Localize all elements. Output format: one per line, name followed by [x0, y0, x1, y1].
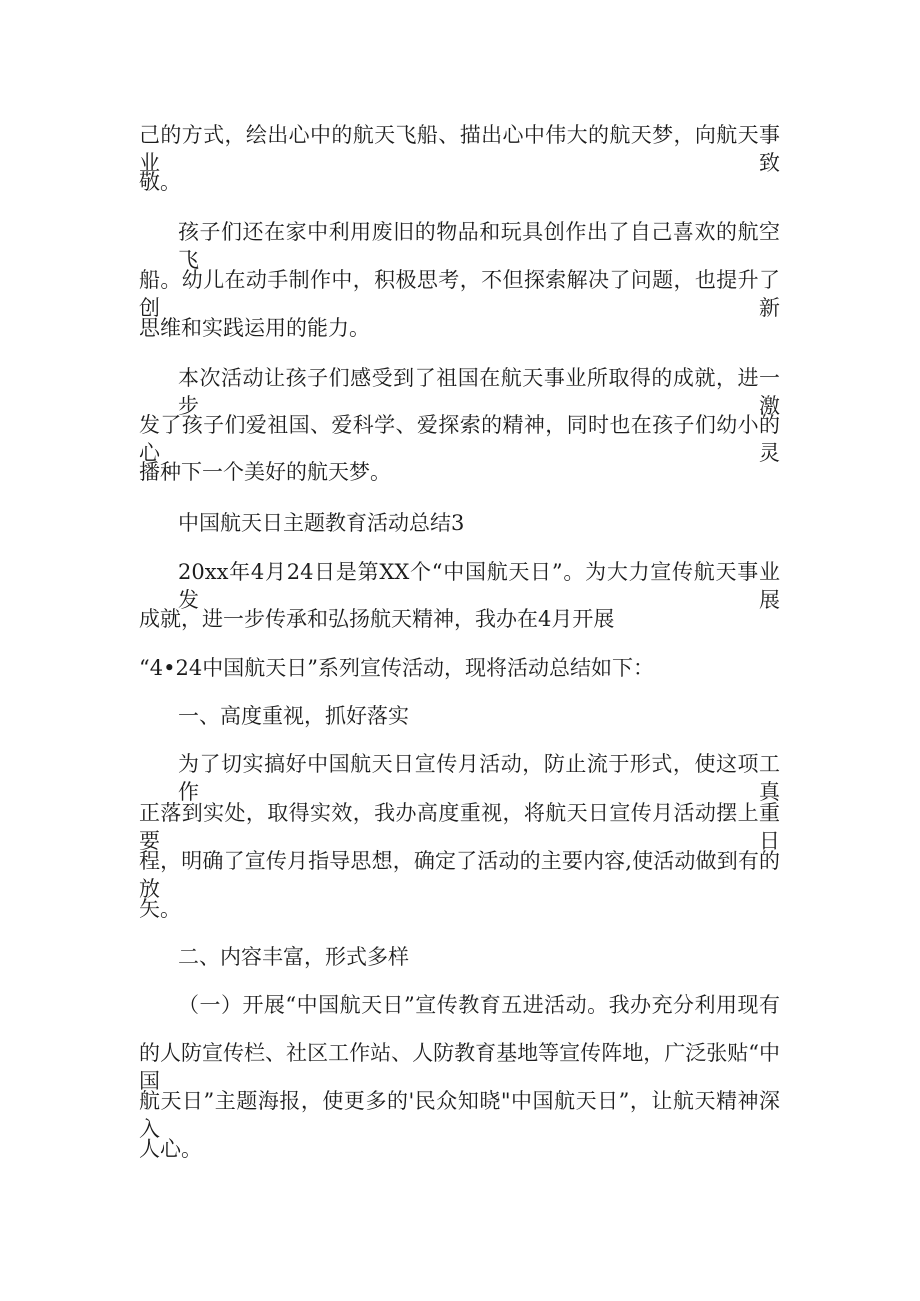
body-line: 思维和实践运用的能力。	[139, 316, 370, 340]
body-line: “4•24中国航天日”系列宣传活动，现将活动总结如下：	[139, 656, 654, 680]
body-line: 的人防宣传栏、社区工作站、人防教育基地等宣传阵地，广泛张贴“中国	[139, 1041, 780, 1093]
body-line: 程，明确了宣传月指导思想，确定了活动的主要内容,使活动做到有的放	[139, 849, 780, 901]
body-line: 20xx年4月24日是第XX个“中国航天日”。为大力宣传航天事业发展	[178, 560, 780, 612]
body-line: 人心。	[139, 1137, 202, 1161]
body-line: 播种下一个美好的航天梦。	[139, 460, 391, 484]
body-line: 己的方式，绘出心中的航天飞船、描出心中伟大的航天梦，向航天事业致	[139, 123, 780, 175]
body-line: 为了切实搞好中国航天日宣传月活动，防止流于形式，使这项工作真	[178, 752, 780, 804]
body-line: 发了孩子们爱祖国、爱科学、爱探索的精神，同时也在孩子们幼小的心灵	[139, 413, 780, 465]
body-line: 孩子们还在家中利用废旧的物品和玩具创作出了自己喜欢的航空飞	[178, 220, 780, 272]
subheading: 二、内容丰富，形式多样	[178, 945, 409, 969]
body-line: 矢。	[139, 897, 181, 921]
body-line: 船。幼儿在动手制作中，积极思考，不但探索解决了问题，也提升了创新	[139, 268, 780, 320]
body-line: 敬。	[139, 170, 181, 194]
body-line: 正落到实处，取得实效，我办高度重视，将航天日宣传月活动摆上重要日	[139, 801, 780, 853]
body-line: （一）开展“中国航天日”宣传教育五进活动。我办充分利用现有	[178, 993, 780, 1017]
body-line: 本次活动让孩子们感受到了祖国在航天事业所取得的成就，进一步激	[178, 366, 780, 418]
body-line: 航天日”主题海报，使更多的'民众知晓"中国航天日”，让航天精神深入	[139, 1089, 780, 1141]
subheading: 一、高度重视，抓好落实	[178, 704, 409, 728]
section-title: 中国航天日主题教育活动总结3	[178, 511, 465, 535]
body-line: 成就，进一步传承和弘扬航天精神，我办在4月开展	[139, 607, 615, 631]
